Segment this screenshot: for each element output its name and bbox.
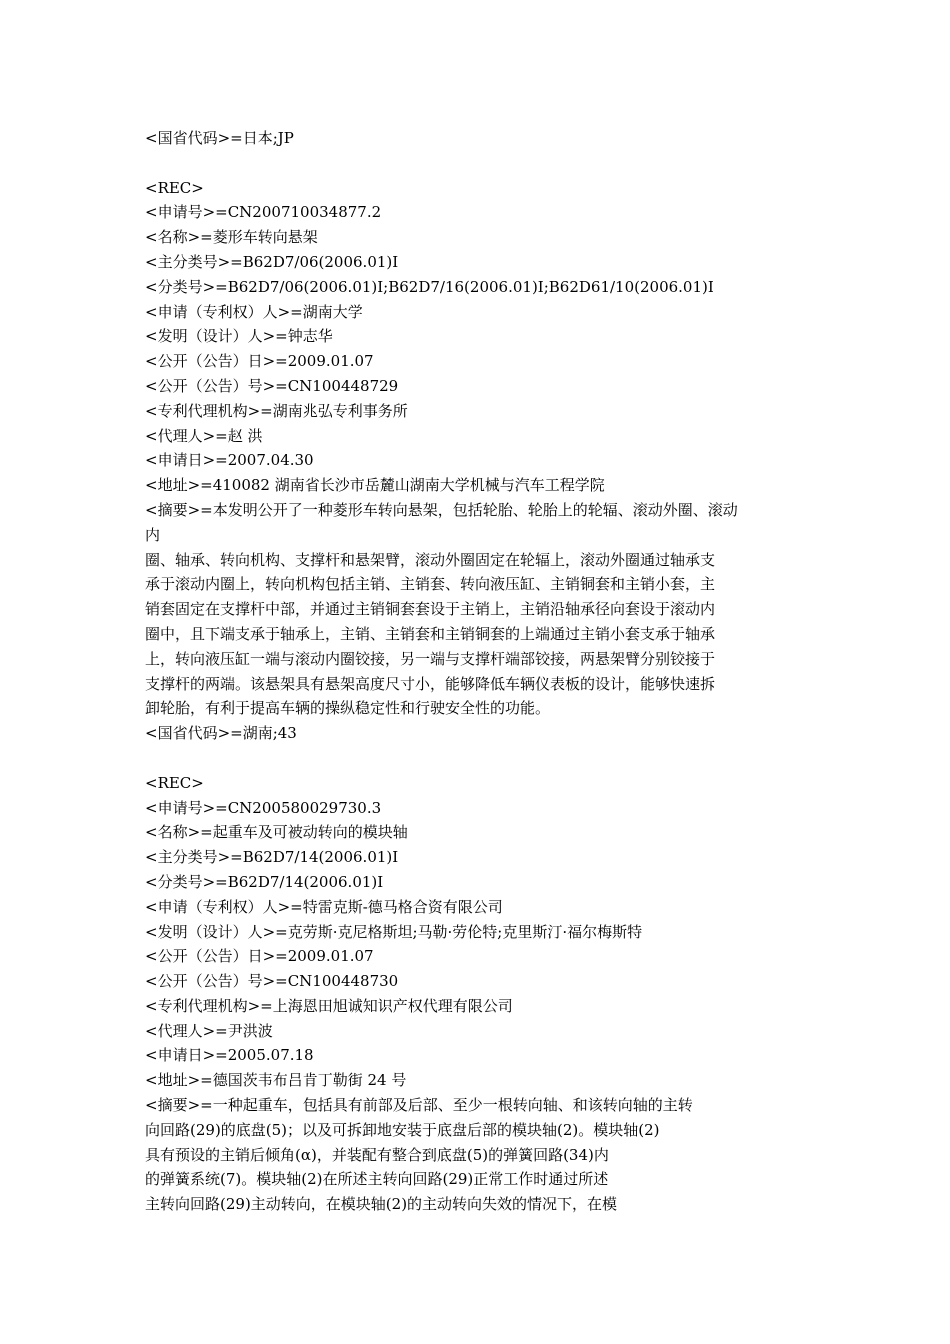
application-number: <申请号>=CN200710034877.2 bbox=[145, 203, 382, 222]
abstract-line: 上，转向液压缸一端与滚动内圈铰接，另一端与支撑杆端部铰接，两悬架臂分别铰接于 bbox=[145, 649, 716, 668]
abstract-line: 具有预设的主销后倾角(α)，并装配有整合到底盘(5)的弹簧回路(34)内 bbox=[145, 1145, 609, 1164]
abstract-line: <摘要>=本发明公开了一种菱形车转向悬架，包括轮胎、轮胎上的轮辐、滚动外圈、滚动 bbox=[145, 500, 738, 519]
record-marker: <REC> bbox=[145, 178, 204, 197]
abstract-line: 销套固定在支撑杆中部，并通过主销铜套套设于主销上，主销沿轴承径向套设于滚动内 bbox=[145, 600, 716, 619]
classification: <分类号>=B62D7/06(2006.01)I;B62D7/16(2006.01)I;B62D61/10(2006.01)I bbox=[145, 277, 714, 296]
application-date: <申请日>=2005.07.18 bbox=[145, 1046, 314, 1065]
classification: <分类号>=B62D7/14(2006.01)I bbox=[145, 872, 384, 891]
applicant: <申请（专利权）人>=特雷克斯-德马格合资有限公司 bbox=[145, 897, 503, 916]
abstract-line: 圈中，且下端支承于轴承上，主销、主销套和主销铜套的上端通过主销小套支承于轴承 bbox=[145, 624, 716, 643]
inventor: <发明（设计）人>=钟志华 bbox=[145, 327, 333, 346]
abstract-line: 内 bbox=[145, 525, 161, 544]
agent: <代理人>=赵 洪 bbox=[145, 426, 263, 445]
main-classification: <主分类号>=B62D7/14(2006.01)I bbox=[145, 848, 399, 867]
patent-name: <名称>=起重车及可被动转向的模块轴 bbox=[145, 823, 408, 842]
applicant: <申请（专利权）人>=湖南大学 bbox=[145, 302, 363, 321]
application-number: <申请号>=CN200580029730.3 bbox=[145, 798, 382, 817]
abstract-line: 圈、轴承、转向机构、支撑杆和悬架臂，滚动外圈固定在轮辐上，滚动外圈通过轴承支 bbox=[145, 550, 716, 569]
publication-date: <公开（公告）日>=2009.01.07 bbox=[145, 947, 374, 966]
application-date: <申请日>=2007.04.30 bbox=[145, 451, 314, 470]
address: <地址>=410082 湖南省长沙市岳麓山湖南大学机械与汽车工程学院 bbox=[145, 476, 605, 495]
patent-name: <名称>=菱形车转向悬架 bbox=[145, 228, 318, 247]
address: <地址>=德国茨韦布吕肯丁勒街 24 号 bbox=[145, 1071, 407, 1090]
record-marker: <REC> bbox=[145, 773, 204, 792]
publication-date: <公开（公告）日>=2009.01.07 bbox=[145, 352, 374, 371]
abstract-line: 主转向回路(29)主动转向，在模块轴(2)的主动转向失效的情况下，在模 bbox=[145, 1195, 618, 1214]
province-code: <国省代码>=湖南;43 bbox=[145, 724, 297, 743]
abstract-line: 的弹簧系统(7)。模块轴(2)在所述主转向回路(29)正常工作时通过所述 bbox=[145, 1170, 609, 1189]
abstract-line: 支撑杆的两端。该悬架具有悬架高度尺寸小，能够降低车辆仪表板的设计，能够快速拆 bbox=[145, 674, 716, 693]
patent-agency: <专利代理机构>=湖南兆弘专利事务所 bbox=[145, 401, 408, 420]
blank-line bbox=[145, 746, 815, 771]
publication-number: <公开（公告）号>=CN100448730 bbox=[145, 972, 399, 991]
abstract-line: 承于滚动内圈上，转向机构包括主销、主销套、转向液压缸、主销铜套和主销小套，主 bbox=[145, 575, 716, 594]
patent-agency: <专利代理机构>=上海恩田旭诚知识产权代理有限公司 bbox=[145, 996, 513, 1015]
text-line: <国省代码>=日本;JP bbox=[145, 129, 294, 147]
abstract-line: 向回路(29)的底盘(5)；以及可拆卸地安装于底盘后部的模块轴(2)。模块轴(2) bbox=[145, 1120, 660, 1139]
blank-line bbox=[145, 151, 815, 176]
agent: <代理人>=尹洪波 bbox=[145, 1021, 273, 1040]
publication-number: <公开（公告）号>=CN100448729 bbox=[145, 376, 399, 395]
main-classification: <主分类号>=B62D7/06(2006.01)I bbox=[145, 252, 399, 271]
document-page bbox=[145, 126, 815, 1217]
abstract-line: 卸轮胎，有利于提高车辆的操纵稳定性和行驶安全性的功能。 bbox=[145, 699, 551, 718]
abstract-line: <摘要>=一种起重车，包括具有前部及后部、至少一根转向轴、和该转向轴的主转 bbox=[145, 1096, 693, 1115]
inventor: <发明（设计）人>=克劳斯·克尼格斯坦;马勒·劳伦特;克里斯汀·福尔梅斯特 bbox=[145, 922, 643, 941]
